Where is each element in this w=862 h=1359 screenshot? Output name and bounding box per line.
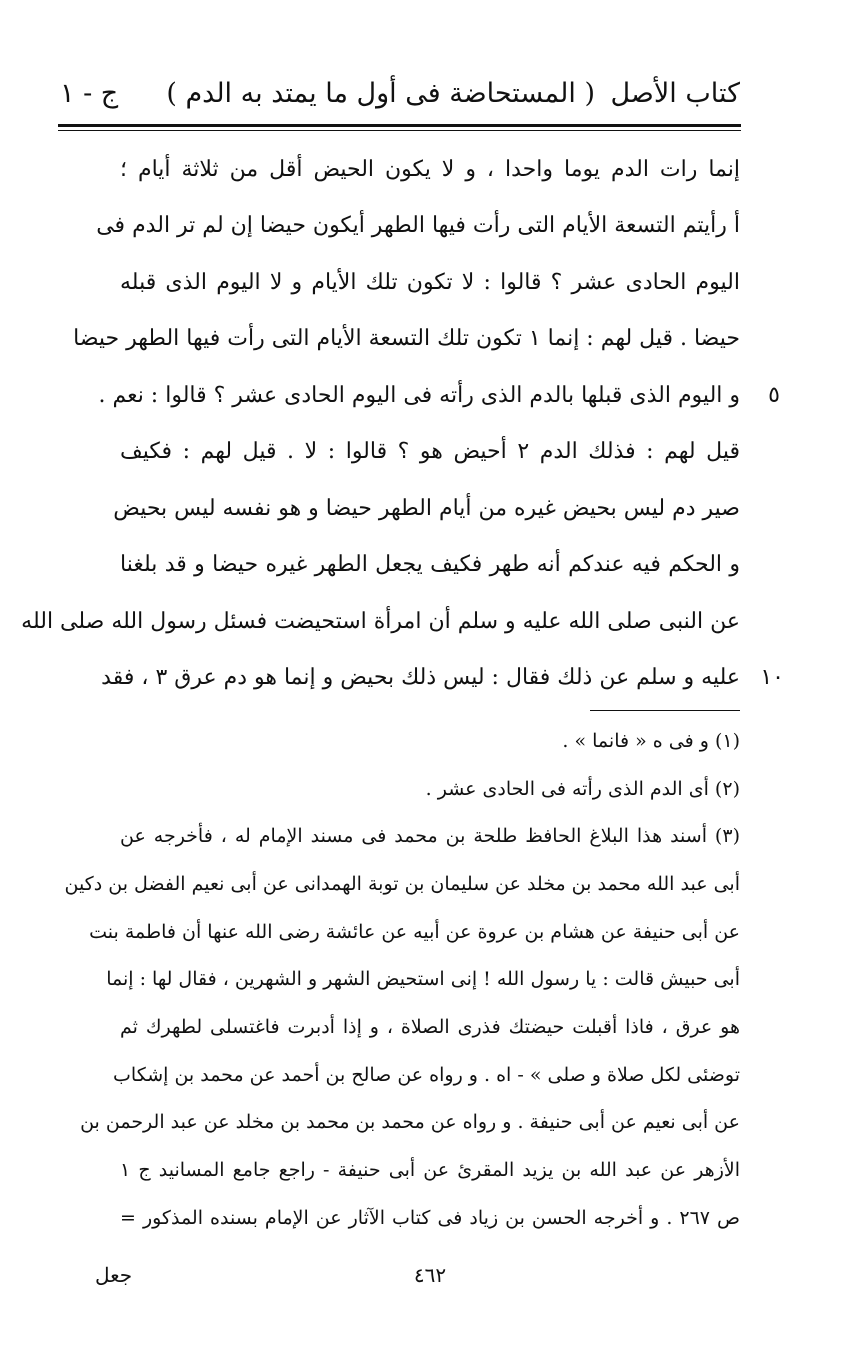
footnote-line: أبى حبيش قالت : يا رسول الله ! إنى استحيض الشهر و الشهرين ، فقال لها : إنما xyxy=(106,968,740,990)
text-line: صير دم ليس بحيض غيره من أيام الطهر حيضا و هو نفسه ليس بحيض xyxy=(113,496,740,521)
line-number-5: ٥ xyxy=(768,383,780,408)
text-line: قيل لهم : فذلك الدم ٢ أحيض هو ؟ قالوا : لا . قيل لهم : فكيف xyxy=(120,439,740,464)
text-line: أ رأيتم التسعة الأيام التى رأت فيها الطهر أيكون حيضا إن لم تر الدم فى xyxy=(96,213,740,238)
page-number: ٤٦٢ xyxy=(413,1263,447,1287)
volume-number: ج - ١ xyxy=(60,78,119,109)
text-line: إنما رات الدم يوما واحدا ، و لا يكون الحيض أقل من ثلاثة أيام ؛ xyxy=(120,157,740,182)
book-title: كتاب الأصل xyxy=(610,78,740,109)
text-line: عليه و سلم عن ذلك فقال : ليس ذلك بحيض و إنما هو دم عرق ٣ ، فقد xyxy=(101,665,740,690)
footnote-line: هو عرق ، فاذا أقبلت حيضتك فذرى الصلاة ، و إذا أدبرت فاغتسلى لطهرك ثم xyxy=(120,1016,740,1038)
line-number-10: ١٠ xyxy=(760,665,784,690)
footnote-line: عن أبى حنيفة عن هشام بن عروة عن أبيه عن عائشة رضى الله عنها أن فاطمة بنت xyxy=(89,921,740,943)
header-rule-thick xyxy=(58,124,741,127)
footnote-separator xyxy=(590,710,740,711)
footnote-line: (١) و فى ه « فانما » . xyxy=(562,730,740,752)
footnote-line: توضئى لكل صلاة و صلى » - اه . و رواه عن صالح بن أحمد عن محمد بن إشكاب xyxy=(113,1064,740,1086)
text-line: حيضا . قيل لهم : إنما ١ تكون تلك التسعة الأيام التى رأت فيها الطهر حيضا xyxy=(73,326,740,351)
footnote-line: (٢) أى الدم الذى رأته فى الحادى عشر . xyxy=(425,778,740,800)
signature-mark: جعل xyxy=(95,1263,133,1287)
chapter-title: ( المستحاضة فى أول ما يمتد به الدم ) xyxy=(166,78,595,109)
text-line: و اليوم الذى قبلها بالدم الذى رأته فى اليوم الحادى عشر ؟ قالوا : نعم . xyxy=(98,383,740,408)
header-rule-thin xyxy=(58,130,741,131)
footnote-line: الأزهر عن عبد الله بن يزيد المقرئ عن أبى حنيفة - راجع جامع المسانيد ج ١ xyxy=(120,1159,740,1181)
footnote-line: أبى عبد الله محمد بن مخلد عن سليمان بن توبة الهمدانى عن أبى نعيم الفضل بن دكين xyxy=(64,873,740,895)
text-line: و الحكم فيه عندكم أنه طهر فكيف يجعل الطهر غيره حيضا و قد بلغنا xyxy=(120,552,740,577)
footnote-line: ص ٢٦٧ . و أخرجه الحسن بن زياد فى كتاب الآثار عن الإمام بسنده المذكور = xyxy=(120,1207,741,1229)
text-line: اليوم الحادى عشر ؟ قالوا : لا تكون تلك الأيام و لا اليوم الذى قبله xyxy=(120,270,740,295)
text-line: عن النبى صلى الله عليه و سلم أن امرأة استحيضت فسئل رسول الله صلى الله xyxy=(21,609,740,634)
footnote-line: (٣) أسند هذا البلاغ الحافظ طلحة بن محمد فى مسند الإمام له ، فأخرجه عن xyxy=(120,825,740,847)
footnote-line: عن أبى نعيم عن أبى حنيفة . و رواه عن محمد بن محمد بن مخلد عن عبد الرحمن بن xyxy=(80,1111,740,1133)
running-header xyxy=(60,70,740,120)
